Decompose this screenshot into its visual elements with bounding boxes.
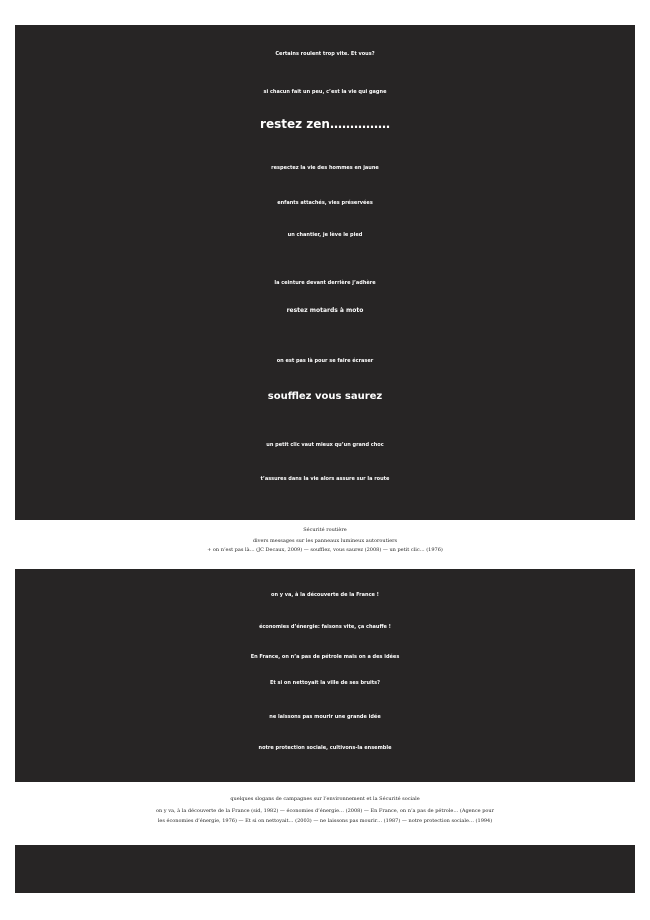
caption-title: Sécurité routière — [303, 527, 347, 533]
slogan-line: un chantier, je lève le pied — [287, 232, 363, 238]
slogan-line: En France, on n’a pas de pétrole mais on a des idées — [250, 654, 400, 660]
slogan-panel-environment — [15, 569, 635, 782]
slogan-line: soufflez vous saurez — [267, 391, 383, 402]
slogan-line: Et si on nettoyait la ville de ses bruits? — [269, 680, 381, 686]
slogan-line: si chacun fait un peu, c’est la vie qui gagne — [263, 89, 387, 95]
caption-line: + on n’est pas là… (JC Decaux, 2009) — soufflez, vous saurez (2008) — un petit clic… (1976) — [207, 547, 443, 553]
blank-panel — [15, 845, 635, 893]
caption-line: les économies d’énergie, 1976) — Et si on nettoyait… (2003) — ne laissons pas mourir… (1987) — notre protection sociale… (1994) — [157, 818, 493, 824]
slogan-line: enfants attachés, vies préservées — [277, 200, 373, 206]
caption-title: quelques slogans de campagnes sur l’environnement et la Sécurité sociale — [230, 796, 420, 802]
slogan-line: notre protection sociale, cultivons-la ensemble — [258, 745, 392, 751]
slogan-line: t’assures dans la vie alors assure sur la route — [260, 476, 390, 482]
slogan-line: un petit clic vaut mieux qu’un grand choc — [266, 442, 384, 448]
slogan-panel-road-safety — [15, 25, 635, 520]
slogan-line: économies d’énergie: faisons vite, ça chauffe ! — [259, 624, 391, 630]
slogan-line: respectez la vie des hommes en jaune — [271, 165, 379, 171]
caption-line: divers messages sur les panneaux lumineux autoroutiers — [252, 538, 398, 544]
slogan-line: ne laissons pas mourir une grande idée — [269, 714, 381, 720]
caption-line: on y va, à la découverte de la France (sid, 1982) — économies d’énergie… (2008) — En France, on n’a pas de pétrole… (Agence pour — [155, 808, 495, 814]
slogan-line: on est pas là pour se faire écraser — [276, 358, 374, 364]
slogan-line: Certains roulent trop vite. Et vous? — [275, 51, 375, 57]
slogan-line: restez motards à moto — [286, 307, 364, 314]
slogan-line: on y va, à la découverte de la France ! — [271, 592, 379, 598]
slogan-line: restez zen…………… — [260, 117, 390, 131]
slogan-line: la ceinture devant derrière j’adhère — [274, 280, 376, 286]
